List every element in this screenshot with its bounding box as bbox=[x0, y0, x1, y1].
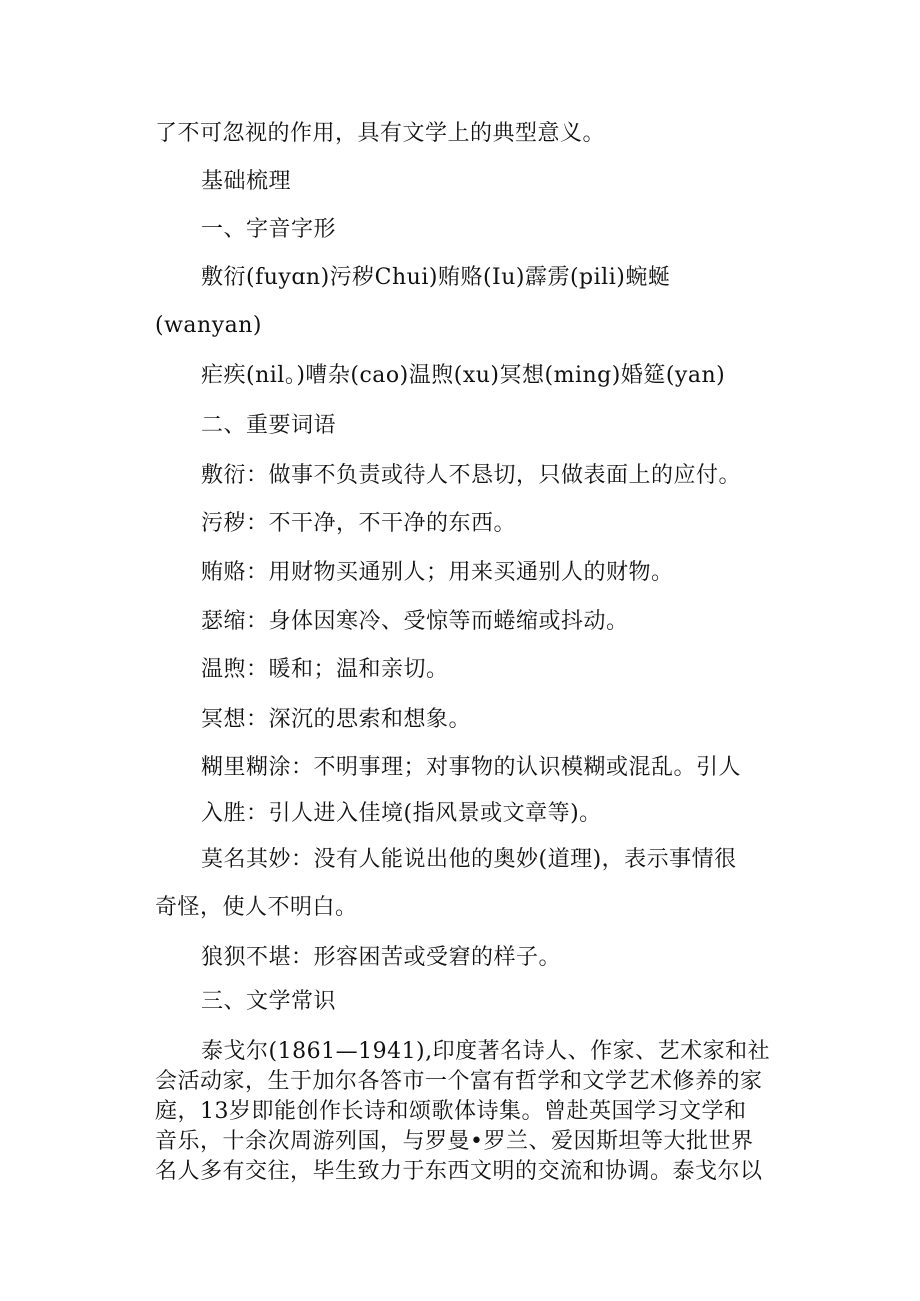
text-line: (wanyan) bbox=[155, 313, 262, 338]
text-line: 入胜：引人进入佳境(指风景或文章等)。 bbox=[201, 801, 602, 826]
section-heading: 基础梳理 bbox=[201, 169, 292, 194]
text-line: 温煦：暖和；温和亲切。 bbox=[201, 657, 449, 682]
text-line: 庭，13岁即能创作长诗和颂歌体诗集。曾赴英国学习文学和 bbox=[155, 1099, 747, 1124]
text-line: 糊里糊涂：不明事理；对事物的认识模糊或混乱。引人 bbox=[201, 755, 742, 780]
text-line: 敷衍(fuyɑn)污秽Chui)贿赂(Iu)霹雳(pili)蜿蜒 bbox=[201, 265, 671, 290]
text-line: 音乐，十余次周游列国，与罗曼•罗兰、爱因斯坦等大批世界 bbox=[155, 1129, 754, 1154]
text-line: 了不可忽视的作用，具有文学上的典型意义。 bbox=[155, 121, 606, 146]
text-line: 狼狈不堪：形容困苦或受窘的样子。 bbox=[201, 945, 562, 970]
text-line: 贿赂：用财物买通别人；用来买通别人的财物。 bbox=[201, 560, 674, 585]
text-line: 奇怪，使人不明白。 bbox=[155, 895, 358, 920]
text-line: 冥想：深沉的思索和想象。 bbox=[201, 707, 472, 732]
text-line: 泰戈尔(1861—1941),印度著名诗人、作家、艺术家和社 bbox=[201, 1039, 771, 1064]
text-line: 疟疾(nil。)嘈杂(cao)温煦(xu)冥想(ming)婚筵(yan) bbox=[201, 363, 726, 388]
text-line: 污秽：不干净，不干净的东西。 bbox=[201, 511, 517, 536]
subsection-heading: 一、字音字形 bbox=[201, 217, 337, 242]
subsection-heading: 三、文学常识 bbox=[201, 989, 337, 1014]
subsection-heading: 二、重要词语 bbox=[201, 413, 337, 438]
text-line: 名人多有交往，毕生致力于东西文明的交流和协调。泰戈尔以 bbox=[155, 1159, 763, 1184]
text-line: 瑟缩：身体因寒冷、受惊等而蜷缩或抖动。 bbox=[201, 609, 629, 634]
text-line: 会活动家，生于加尔各答市一个富有哲学和文学艺术修养的家 bbox=[155, 1069, 763, 1094]
text-line: 敷衍：做事不负责或待人不恳切，只做表面上的应付。 bbox=[201, 463, 742, 488]
text-line: 莫名其妙：没有人能说出他的奥妙(道理)，表示事情很 bbox=[201, 847, 737, 872]
